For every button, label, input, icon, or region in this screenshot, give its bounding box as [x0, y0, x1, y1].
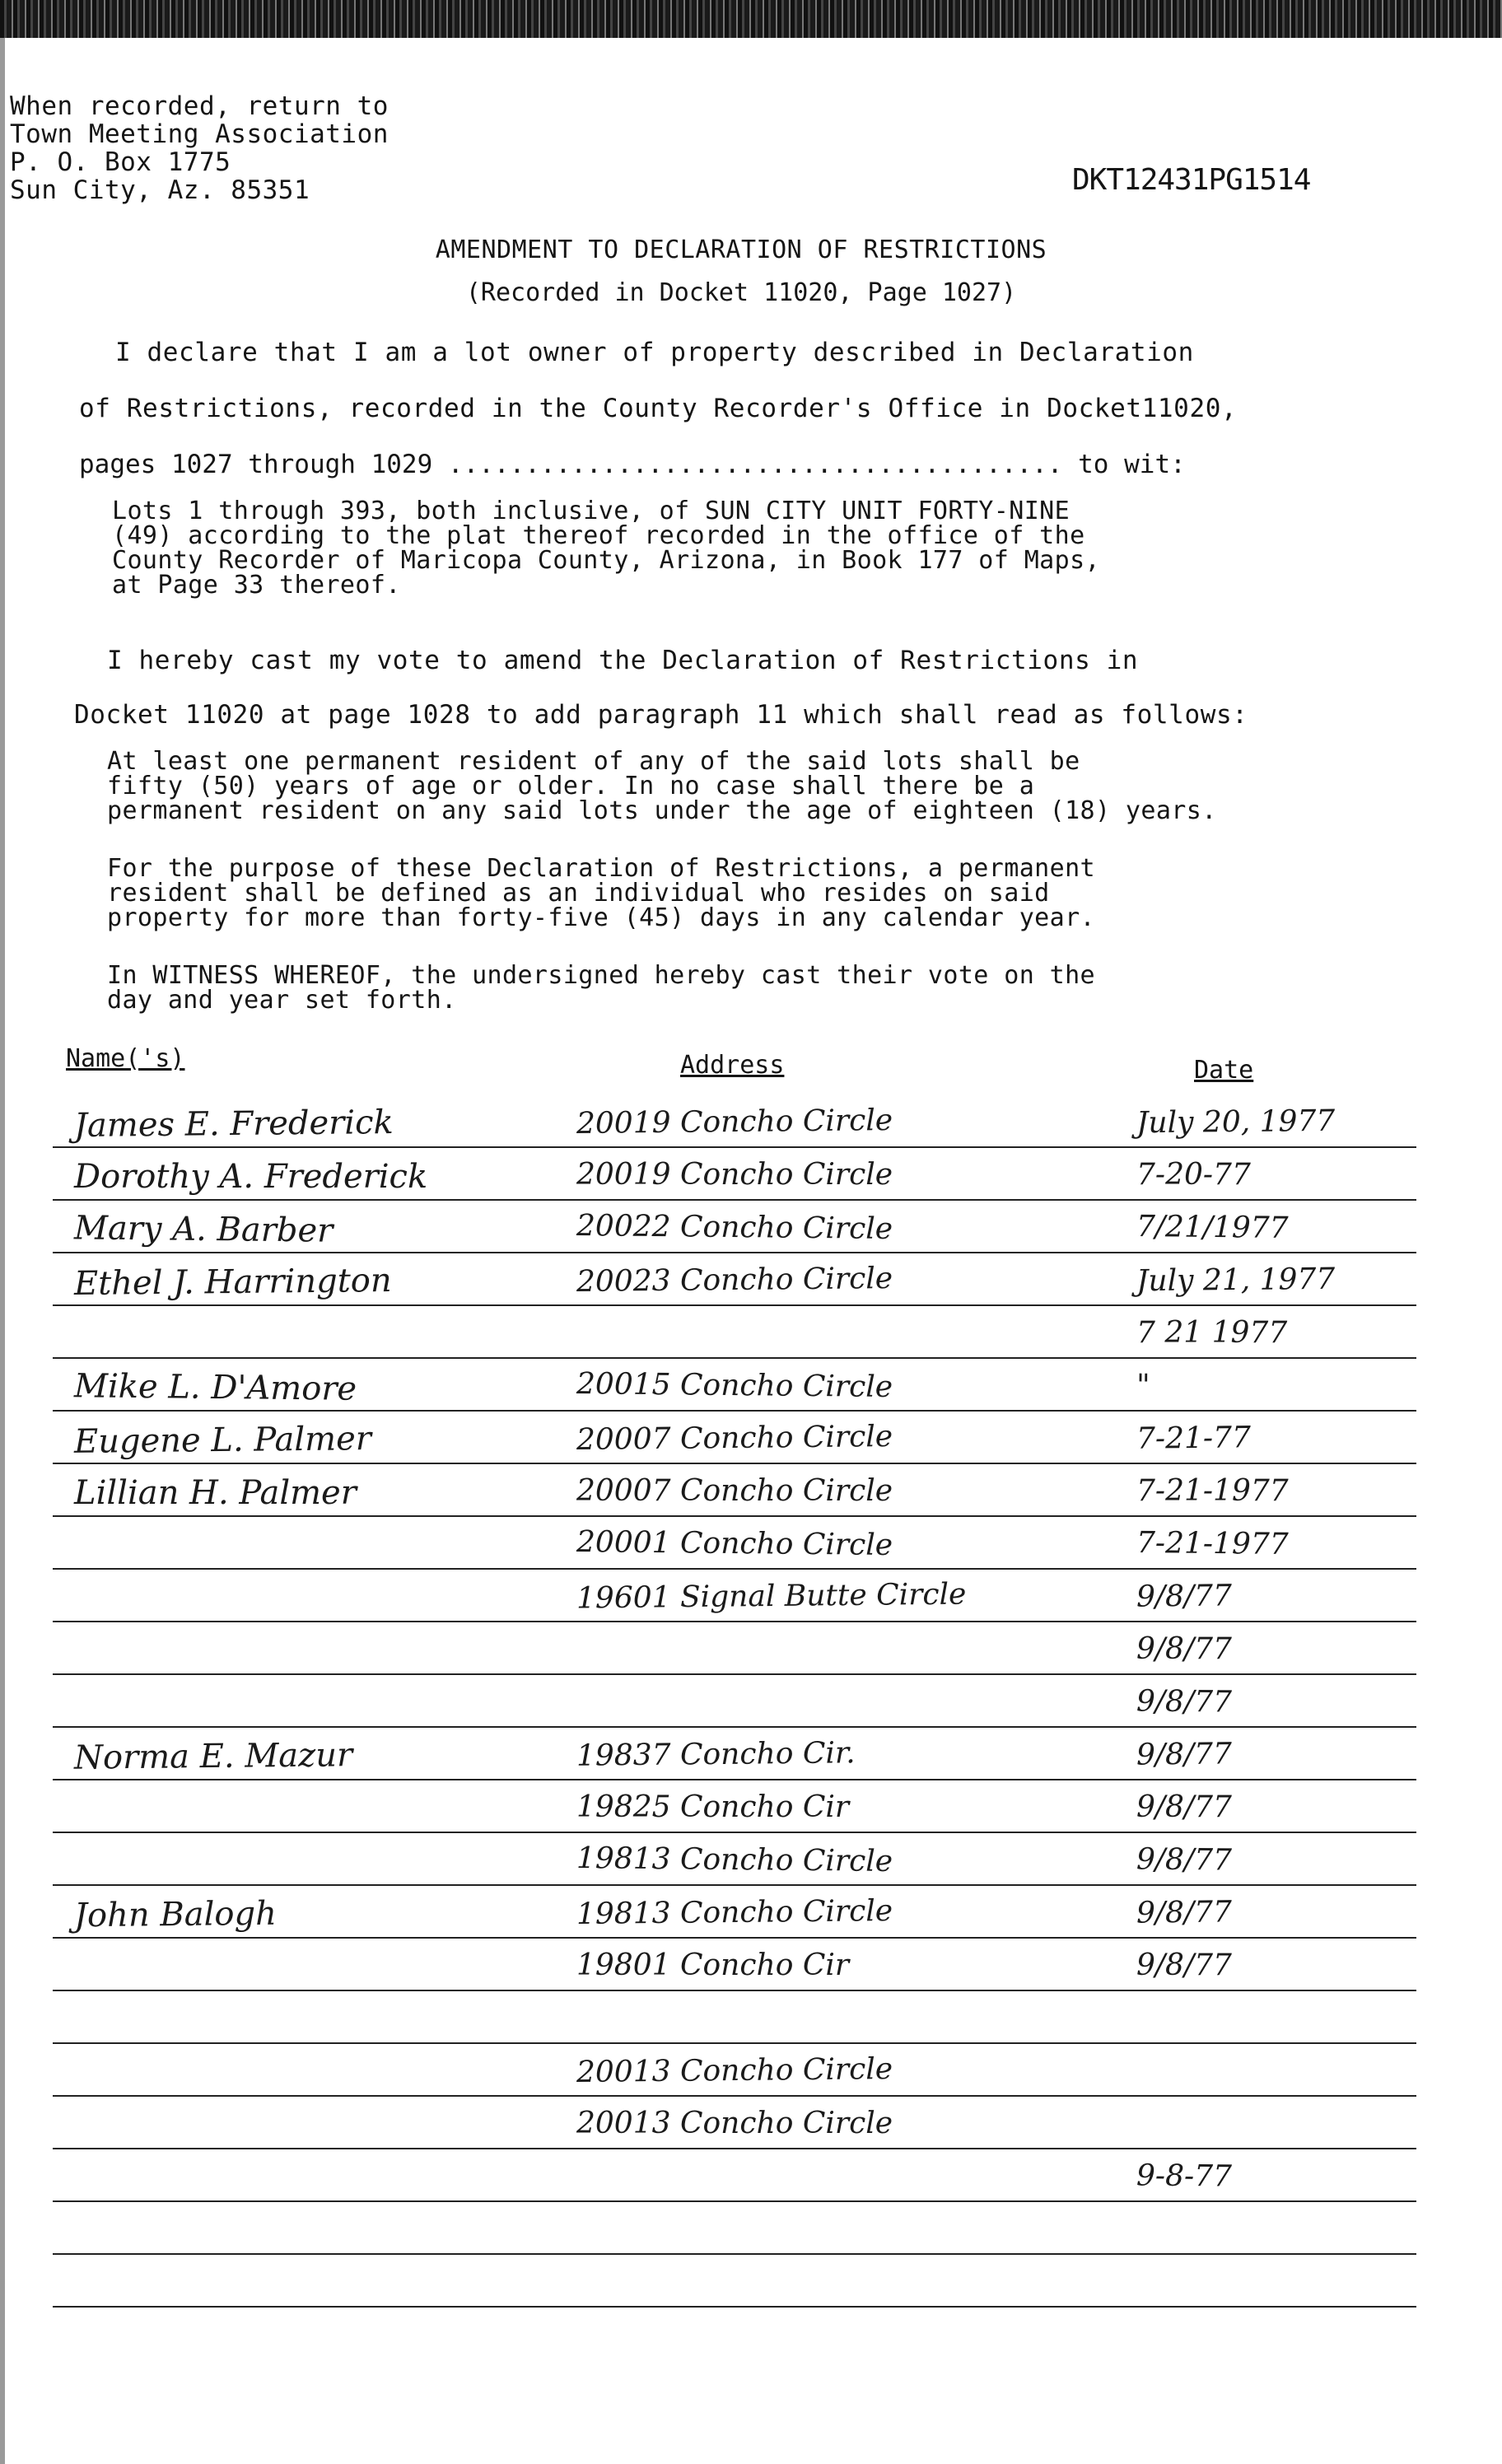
document-title: AMENDMENT TO DECLARATION OF RESTRICTIONS: [435, 236, 1047, 264]
signature-line: [53, 1779, 1416, 1780]
return-address-block: [10, 92, 471, 204]
signature-address: 19837 Concho Cir.: [576, 1736, 856, 1773]
signature-address: 19813 Concho Circle: [576, 1841, 893, 1879]
signature-date: 9/8/77: [1136, 1632, 1232, 1666]
signature-line: [53, 1990, 1416, 1991]
signature-address: 20001 Concho Circle: [576, 1524, 893, 1563]
lots-line: (49) according to the plat thereof recorded in the office of the: [112, 521, 1085, 550]
signature-date: 7-21-77: [1136, 1421, 1252, 1456]
declare-line: I declare that I am a lot owner of property described in Declaration: [115, 338, 1194, 367]
signature-name: John Balogh: [73, 1894, 278, 1935]
signature-address: 20013 Concho Circle: [576, 2107, 893, 2140]
scan-left-edge: [0, 38, 5, 2464]
column-header-address: Address: [680, 1051, 785, 1080]
signature-line: [53, 1832, 1416, 1833]
signature-address: 19825 Concho Cir: [576, 1790, 850, 1824]
signature-line: [53, 1884, 1416, 1886]
signature-date: 7-21-1977: [1136, 1526, 1289, 1561]
paragraph-11: [107, 749, 1217, 824]
signature-line: [53, 1252, 1416, 1253]
signature-date: 9/8/77: [1136, 1790, 1232, 1824]
signature-line: [53, 1357, 1416, 1359]
signature-address: 20023 Concho Circle: [576, 1261, 893, 1300]
column-header-name: Name('s): [66, 1044, 185, 1073]
signature-address: 20013 Concho Circle: [576, 2051, 893, 2090]
signature-date: 9-8-77: [1136, 2158, 1233, 2194]
signature-line: [53, 1726, 1416, 1728]
witness-line: In WITNESS WHEREOF, the undersigned hereby cast their vote on the: [107, 961, 1095, 990]
signature-line: [53, 1673, 1416, 1675]
definition-line: For the purpose of these Declaration of Restrictions, a permanent: [107, 854, 1095, 883]
signature-line: [53, 1410, 1416, 1412]
document-subtitle: (Recorded in Docket 11020, Page 1027): [465, 278, 1017, 307]
witness-line: day and year set forth.: [107, 986, 457, 1015]
signature-address: 19813 Concho Circle: [576, 1893, 893, 1932]
signature-line: [53, 2042, 1416, 2044]
return-line: P. O. Box 1775: [10, 147, 231, 177]
signature-line: [53, 1937, 1416, 1939]
signature-name: Ethel J. Harrington: [73, 1261, 392, 1304]
column-header-date: Date: [1194, 1056, 1254, 1085]
signature-line: [53, 1621, 1416, 1622]
signature-date: 9/8/77: [1136, 1842, 1233, 1878]
scan-noise-border: [0, 0, 1502, 38]
signature-name: Dorothy A. Frederick: [74, 1158, 428, 1196]
signature-name: Norma E. Mazur: [73, 1736, 353, 1777]
signature-line: [53, 2306, 1416, 2308]
signature-address: 20019 Concho Circle: [576, 1103, 893, 1141]
signature-address: 20015 Concho Circle: [576, 1366, 893, 1405]
return-line: Sun City, Az. 85351: [10, 175, 310, 205]
signature-address: 19801 Concho Cir: [576, 1948, 850, 1982]
declare-line: pages 1027 through 1029 ........................................ to wit:: [79, 450, 1186, 479]
witness-paragraph: [107, 961, 1095, 1015]
signature-date: 9/8/77: [1136, 1684, 1233, 1720]
paragraph-11-line: fifty (50) years of age or older. In no case shall there be a: [107, 772, 1035, 800]
lots-line: Lots 1 through 393, both inclusive, of SUN CITY UNIT FORTY-NINE: [112, 497, 1071, 525]
signature-date: 9/8/77: [1136, 1737, 1233, 1772]
definition-line: resident shall be defined as an individual who resides on said: [107, 879, 1050, 908]
signature-date: 9/8/77: [1136, 1948, 1232, 1982]
vote-line: I hereby cast my vote to amend the Declaration of Restrictions in: [107, 646, 1139, 675]
signature-line: [53, 1146, 1416, 1148]
signature-date: July 21, 1977: [1136, 1262, 1336, 1299]
signature-address: 20022 Concho Circle: [576, 1208, 893, 1247]
signature-address: 20007 Concho Circle: [576, 1419, 893, 1458]
signature-name: Mike L. D'Amore: [73, 1367, 357, 1408]
signature-line: [53, 2200, 1416, 2202]
signature-date: ": [1136, 1368, 1150, 1403]
signature-date: 7-20-77: [1136, 1158, 1251, 1192]
definition-line: property for more than forty-five (45) days in any calendar year.: [107, 903, 1095, 932]
signature-name: Lillian H. Palmer: [74, 1474, 357, 1512]
signature-date: 7/21/1977: [1136, 1210, 1289, 1245]
declare-line: of Restrictions, recorded in the County Recorder's Office in Docket11020,: [79, 394, 1238, 423]
signature-line: [53, 2095, 1416, 2097]
signature-name: James E. Frederick: [73, 1103, 394, 1146]
lots-paragraph: [112, 499, 1100, 598]
return-line: Town Meeting Association: [10, 119, 389, 149]
signature-line: [53, 2148, 1416, 2149]
signature-address: 20007 Concho Circle: [576, 1474, 893, 1508]
signature-date: 9/8/77: [1136, 1895, 1233, 1930]
vote-line: Docket 11020 at page 1028 to add paragraph 11 which shall read as follows:: [74, 700, 1248, 730]
paragraph-11-line: At least one permanent resident of any of the said lots shall be: [107, 747, 1080, 776]
signature-line: [53, 1568, 1416, 1570]
signature-line: [53, 1199, 1416, 1201]
docket-stamp: DKT12431PG1514: [1072, 163, 1311, 197]
signature-line: [53, 1463, 1416, 1464]
definition-paragraph: [107, 856, 1095, 931]
lots-line: at Page 33 thereof.: [112, 571, 401, 600]
signature-line: [53, 2253, 1416, 2255]
signature-line: [53, 1304, 1416, 1306]
signature-line: [53, 1515, 1416, 1517]
paragraph-11-line: permanent resident on any said lots under the age of eighteen (18) years.: [107, 796, 1217, 825]
signature-address: 20019 Concho Circle: [576, 1158, 893, 1192]
signature-date: July 20, 1977: [1136, 1104, 1336, 1141]
signature-address: 19601 Signal Butte Circle: [576, 1577, 967, 1616]
signature-name: Eugene L. Palmer: [73, 1420, 372, 1461]
signature-name: Mary A. Barber: [73, 1209, 334, 1250]
lots-line: County Recorder of Maricopa County, Arizona, in Book 177 of Maps,: [112, 546, 1100, 575]
signature-date: 7 21 1977: [1136, 1316, 1288, 1350]
signature-date: 9/8/77: [1136, 1579, 1233, 1614]
signature-date: 7-21-1977: [1136, 1474, 1289, 1508]
return-line: When recorded, return to: [10, 91, 389, 121]
